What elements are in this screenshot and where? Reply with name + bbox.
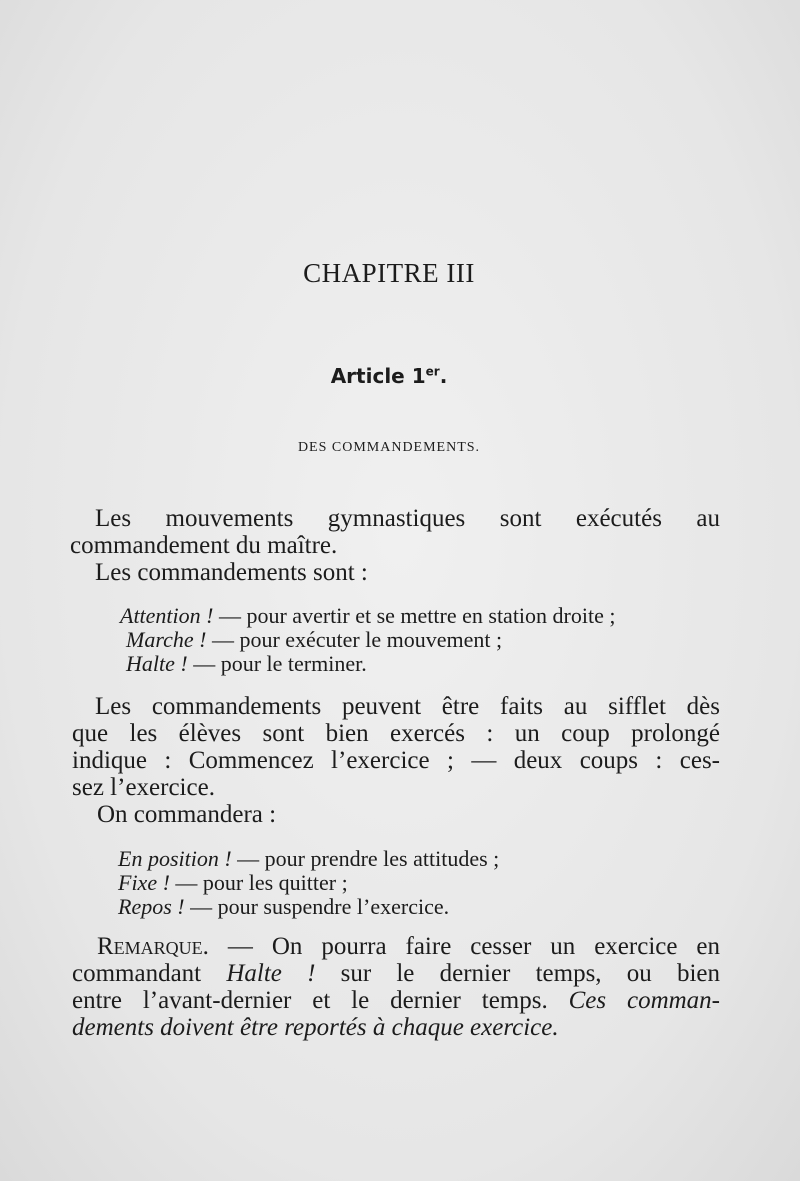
command-word: Fixe !: [118, 870, 170, 895]
paragraph-line: Les mouvements gymnastiques sont exécutés au: [95, 505, 720, 532]
command-description: — pour suspendre l’exercice.: [184, 894, 450, 919]
article-heading: [0, 364, 778, 388]
remark-label: Remarque.: [97, 933, 209, 960]
article-label: Article 1: [330, 364, 426, 388]
remark-command: Halte !: [226, 960, 316, 987]
article-superscript: er: [425, 364, 440, 379]
remark-text: commandant: [72, 960, 227, 987]
paragraph-line: On commandera :: [97, 801, 277, 828]
command-item: [120, 603, 615, 629]
command-word: Halte !: [126, 651, 188, 676]
remark-line: dements doivent être reportés à chaque exercice.: [72, 1014, 559, 1041]
command-word: Repos !: [118, 894, 185, 919]
paragraph-line: commandement du maître.: [70, 532, 338, 559]
command-item: [118, 870, 348, 896]
paragraph-line: Les commandements peuvent être faits au sifflet dès: [95, 693, 720, 720]
section-title: DES COMMANDEMENTS.: [297, 440, 481, 455]
paragraph-line: que les élèves sont bien exercés : un coup prolongé: [72, 720, 720, 747]
command-item: [126, 651, 367, 677]
command-item: [118, 894, 449, 920]
command-description: — pour les quitter ;: [169, 870, 348, 895]
command-description: — pour avertir et se mettre en station droite ;: [213, 603, 616, 628]
remark-line: [72, 987, 720, 1015]
remark-line: [97, 933, 720, 961]
command-word: Attention !: [120, 603, 214, 628]
remark-text: sur le dernier temps, ou bien: [315, 960, 720, 987]
article-period: .: [439, 364, 448, 388]
command-word: Marche !: [126, 627, 207, 652]
remark-text: entre l’avant-dernier et le dernier temps.: [72, 987, 569, 1014]
command-description: — pour prendre les attitudes ;: [231, 846, 500, 871]
command-item: [118, 846, 499, 872]
command-item: [126, 627, 502, 653]
command-word: En position !: [118, 846, 232, 871]
remark-text: — On pourra faire cesser un exercice en: [208, 933, 720, 960]
command-description: — pour le terminer.: [187, 651, 367, 676]
command-description: — pour exécuter le mouvement ;: [206, 627, 503, 652]
paragraph-line: sez l’exercice.: [72, 774, 215, 801]
paragraph-line: Les commandements sont :: [95, 559, 368, 586]
paragraph-line: indique : Commencez l’exercice ; — deux coups : ces-: [72, 747, 720, 774]
remark-italic-text: Ces comman-: [568, 987, 721, 1014]
remark-line: [72, 960, 720, 988]
chapter-title: CHAPITRE III: [303, 258, 475, 288]
